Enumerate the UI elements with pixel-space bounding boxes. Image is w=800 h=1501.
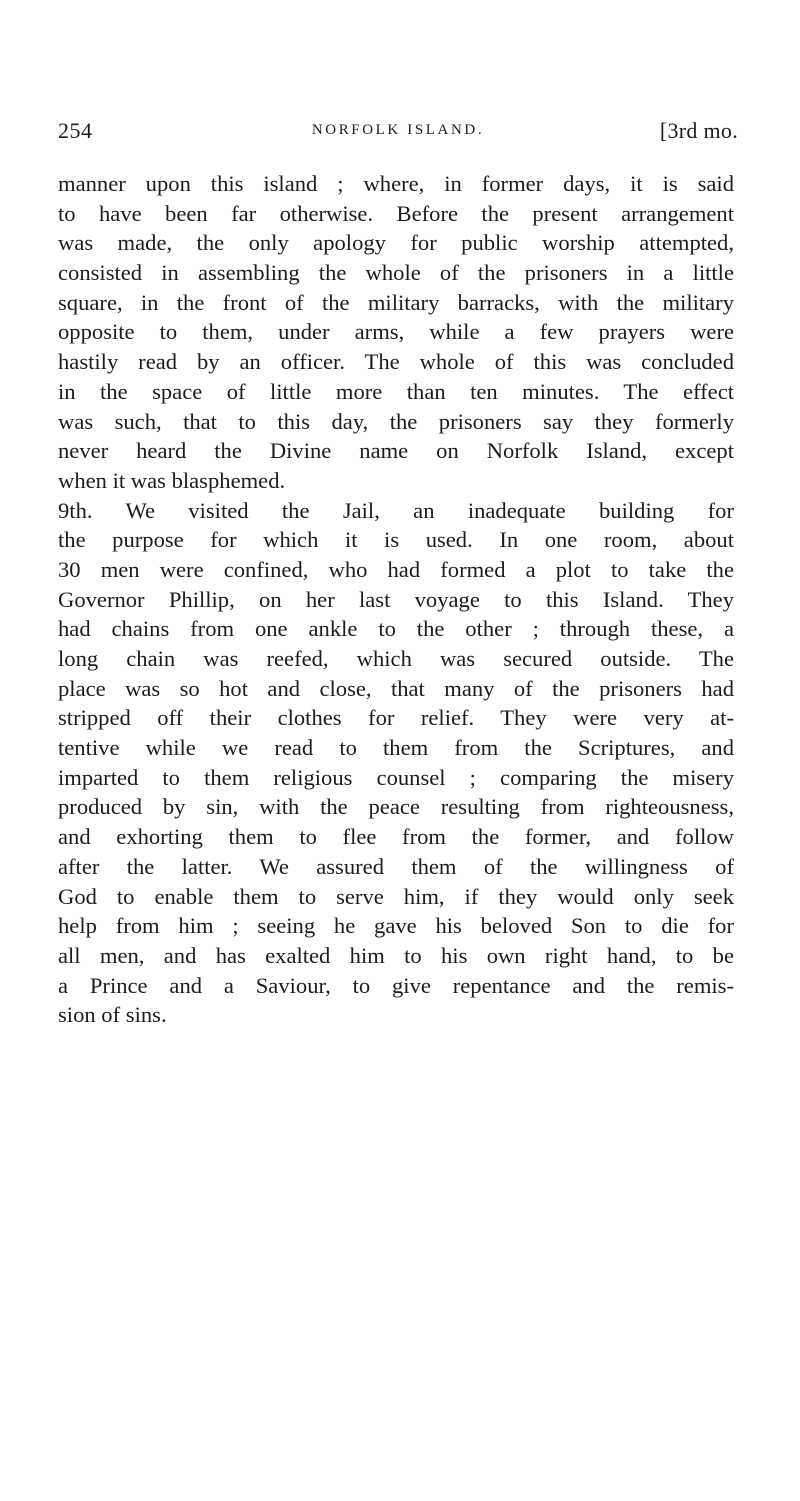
text-line: after the latter. We assured them of the willingness of [58, 853, 734, 879]
text-line: place was so hot and close, that many of the prisoners had [58, 675, 734, 701]
text-line: long chain was reefed, which was secured outside. The [58, 646, 734, 671]
text-line: 9th. We visited the Jail, an inadequate building for [58, 497, 734, 523]
text-line: Governor Phillip, on her last voyage to this Island. They [58, 586, 734, 612]
text-line: was such, that to this day, the prisoners say they formerly [58, 408, 734, 434]
text-line: consisted in assembling the whole of the prisoners in a little [58, 260, 734, 286]
text-line: hastily read by an officer. The whole of this was concluded [58, 349, 734, 375]
body-text [58, 169, 734, 1030]
text-line: produced by sin, with the peace resulting from righteousness, [58, 794, 734, 820]
text-line: in the space of little more than ten minutes. The effect [58, 378, 734, 404]
text-line: the purpose for which it is used. In one room, about [58, 527, 734, 553]
text-line: sion of sins. [58, 1002, 167, 1028]
text-line: and exhorting them to flee from the former, and follow [58, 824, 734, 850]
text-line: all men, and has exalted him to his own right hand, to be [58, 942, 734, 968]
text-line: to have been far otherwise. Before the present arrangement [58, 200, 734, 226]
text-line: had chains from one ankle to the other ; through these, a [58, 616, 734, 642]
month-marker: [3rd mo. [659, 118, 738, 143]
text-line: never heard the Divine name on Norfolk Island, except [58, 438, 734, 464]
text-line: opposite to them, under arms, while a few prayers were [58, 319, 734, 345]
text-line: square, in the front of the military barracks, with the military [58, 289, 734, 315]
text-line: tentive while we read to them from the Scriptures, and [58, 735, 734, 761]
page-number: 254 [58, 118, 93, 143]
text-line: help from him ; seeing he gave his beloved Son to die for [58, 913, 734, 939]
text-line: a Prince and a Saviour, to give repentance and the remis- [58, 972, 734, 998]
running-head [58, 118, 738, 148]
text-line: stripped off their clothes for relief. They were very at- [58, 705, 734, 731]
text-line: was made, the only apology for public worship attempted, [58, 230, 734, 256]
text-line: God to enable them to serve him, if they would only seek [58, 883, 734, 909]
text-line: manner upon this island ; where, in former days, it is said [58, 171, 734, 196]
text-line: when it was blasphemed. [58, 467, 286, 493]
text-line: imparted to them religious counsel ; comparing the misery [58, 764, 734, 790]
running-title: NORFOLK ISLAND. [311, 122, 485, 138]
text-line: 30 men were confined, who had formed a plot to take the [58, 556, 734, 582]
